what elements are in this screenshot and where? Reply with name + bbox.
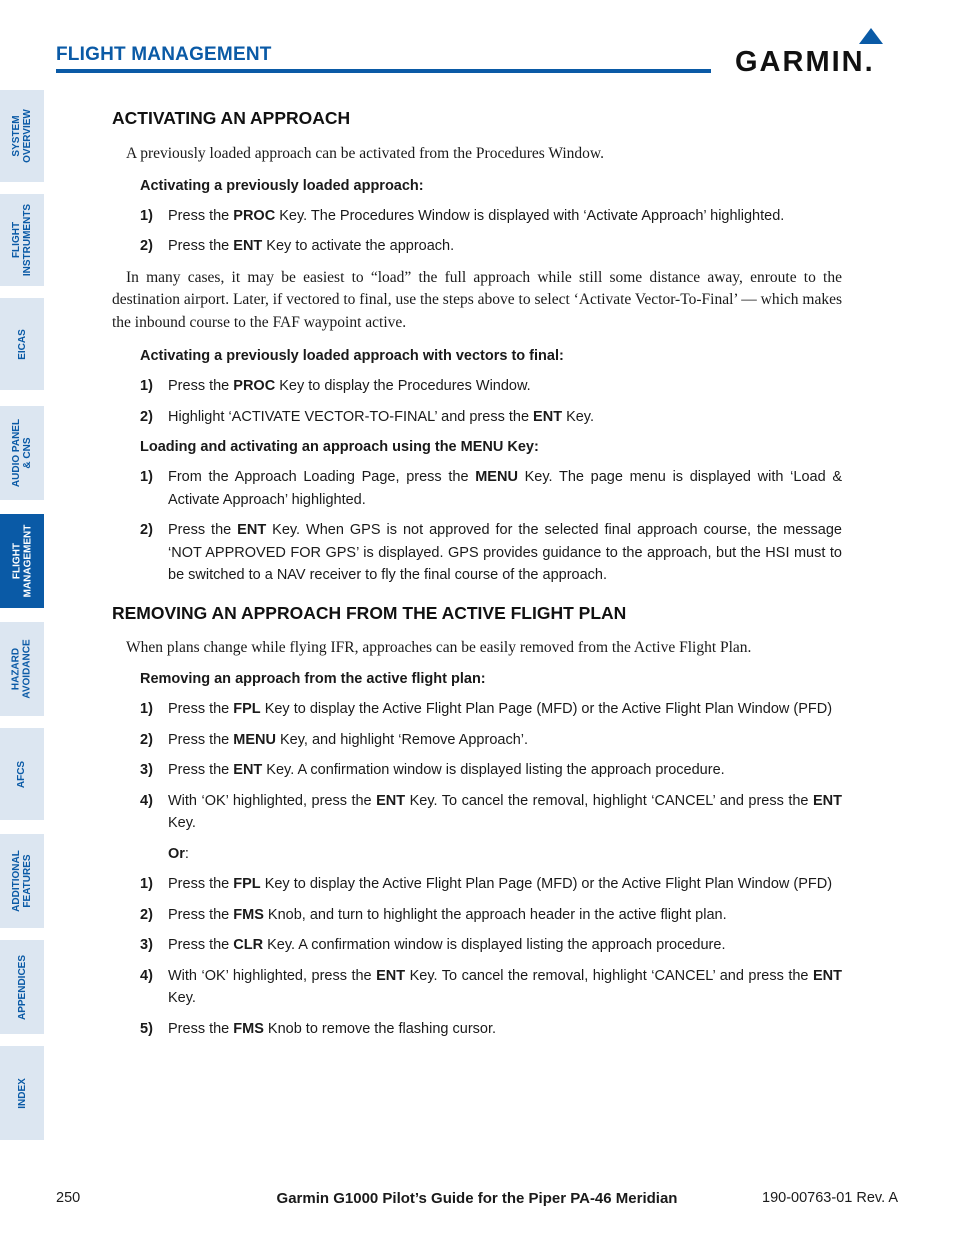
section-title: FLIGHT MANAGEMENT — [56, 44, 272, 65]
step-text: Press the ENT Key to activate the approach. — [168, 238, 455, 254]
step-text: From the Approach Loading Page, press the MENU Key. The page menu is displayed with ‘Load & Activate Approach’ highlighted. — [168, 469, 842, 508]
tab-label: AUDIO PANEL & CNS — [11, 418, 33, 488]
step-text: Press the PROC Key. The Procedures Window is displayed with ‘Activate Approach’ highlighted. — [168, 207, 785, 224]
heading-activating-approach: ACTIVATING AN APPROACH — [112, 108, 351, 128]
key-name: ENT — [376, 967, 406, 984]
step-text: Press the MENU Key, and highlight ‘Remove Approach’. — [168, 731, 529, 748]
tab-label: INDEX — [16, 1077, 28, 1109]
header-rule — [56, 69, 711, 73]
document-number: 190-00763-01 Rev. A — [762, 1190, 898, 1206]
step-text: With ‘OK’ highlighted, press the ENT Key. To cancel the removal, highlight ‘CANCEL’ and press the ENT Key. — [168, 792, 842, 831]
step-number: 2) — [140, 731, 153, 748]
key-name: ENT — [237, 522, 267, 538]
step — [140, 904, 842, 927]
step-text: Press the ENT Key. A confirmation window is displayed listing the approach procedure. — [168, 762, 725, 778]
key-name: CLR — [233, 937, 264, 953]
step — [140, 519, 842, 587]
key-name: ENT — [533, 408, 563, 425]
tab-flight-instruments[interactable] — [0, 194, 44, 286]
tab-label: FLIGHT MANAGEMENT — [11, 524, 33, 598]
step — [140, 205, 842, 228]
tab-label: SYSTEM OVERVIEW — [11, 109, 33, 163]
step-number: 1) — [140, 469, 153, 485]
step-number: 4) — [140, 792, 153, 809]
step-text: Press the FPL Key to display the Active Flight Plan Page (MFD) or the Active Flight Plan Window (PFD) — [168, 876, 833, 892]
step-number: 2) — [140, 408, 153, 425]
step-text: Press the FMS Knob to remove the flashing cursor. — [168, 1020, 497, 1037]
step-number: 1) — [140, 207, 153, 224]
tab-flight-management[interactable] — [0, 514, 44, 608]
or-separator: Or: — [168, 845, 189, 862]
step — [140, 698, 842, 721]
tab-hazard-avoidance[interactable] — [0, 622, 44, 716]
intro-paragraph: When plans change while flying IFR, approaches can be easily removed from the Active Flight Plan. — [126, 638, 752, 656]
step — [140, 466, 842, 511]
step-number: 3) — [140, 762, 153, 778]
procedure-title: Removing an approach from the active flight plan: — [140, 671, 486, 687]
footer-title: Garmin G1000 Pilot’s Guide for the Piper PA-46 Meridian — [276, 1190, 678, 1207]
tab-system-overview[interactable] — [0, 90, 44, 182]
step — [140, 965, 842, 1010]
step — [140, 873, 842, 896]
step-text: Press the ENT Key. When GPS is not approved for the selected final approach course, the message ‘NOT APPROVED FOR GPS’ is displayed. GPS provides guidance to the approach, but the HSI must to be switched to a NAV receiver to fly the final course of the approach. — [168, 522, 842, 583]
step-text: With ‘OK’ highlighted, press the ENT Key. To cancel the removal, highlight ‘CANCEL’ and press the ENT Key. — [168, 967, 842, 1006]
key-name: FPL — [233, 876, 261, 892]
step — [140, 934, 842, 957]
step-text: Press the FPL Key to display the Active Flight Plan Page (MFD) or the Active Flight Plan Window (PFD) — [168, 701, 833, 717]
key-name: FMS — [233, 906, 264, 923]
key-name: MENU — [233, 731, 276, 748]
step — [140, 790, 842, 835]
tab-appendices[interactable] — [0, 940, 44, 1034]
procedure-title: Activating a previously loaded approach with vectors to final: — [140, 348, 564, 364]
key-name: PROC — [233, 378, 276, 394]
step — [140, 375, 842, 398]
step-number: 1) — [140, 701, 153, 717]
key-name: FMS — [233, 1020, 264, 1037]
garmin-logo — [733, 26, 899, 76]
tab-afcs[interactable] — [0, 728, 44, 820]
body-paragraph: In many cases, it may be easiest to “load” the full approach while still some distance away, enroute to the destination airport. Later, if vectored to final, use the steps above to select ‘Activate Vector-To-Final’ — which makes the inbound course to the FAF waypoint active. — [112, 268, 842, 331]
page-number: 250 — [56, 1190, 81, 1206]
logo-triangle-icon — [859, 28, 883, 44]
tab-index[interactable] — [0, 1046, 44, 1140]
key-name: ENT — [812, 792, 842, 809]
page-content — [112, 108, 842, 1040]
key-name: FPL — [233, 701, 261, 717]
tab-additional-features[interactable] — [0, 834, 44, 928]
tab-label: FLIGHT INSTRUMENTS — [11, 203, 34, 277]
step — [140, 759, 842, 782]
step-text: Press the PROC Key to display the Procedures Window. — [168, 378, 531, 394]
step-number: 1) — [140, 378, 153, 394]
step — [140, 729, 842, 752]
key-name: ENT — [233, 762, 263, 778]
step-number: 2) — [140, 522, 153, 538]
tab-label: ADDITIONAL FEATURES — [11, 850, 34, 912]
step-text: Highlight ‘ACTIVATE VECTOR-TO-FINAL’ and press the ENT Key. — [168, 408, 595, 425]
intro-paragraph: A previously loaded approach can be activated from the Procedures Window. — [126, 145, 604, 162]
step-number: 3) — [140, 937, 153, 953]
step-text: Press the FMS Knob, and turn to highlight the approach header in the active flight plan. — [168, 906, 727, 923]
key-name: MENU — [475, 469, 518, 485]
step — [140, 235, 842, 258]
tab-audio-panel-cns[interactable] — [0, 406, 44, 500]
heading-removing-approach: REMOVING AN APPROACH FROM THE ACTIVE FLIGHT PLAN — [112, 602, 627, 623]
tab-eicas[interactable] — [0, 298, 44, 390]
key-name: ENT — [233, 238, 263, 254]
step-number: 2) — [140, 906, 153, 923]
step-number: 5) — [140, 1020, 153, 1037]
tab-label: HAZARD AVOIDANCE — [11, 639, 34, 699]
procedure-title: Loading and activating an approach using the MENU Key: — [140, 439, 539, 455]
logo-wordmark: GARMIN. — [735, 46, 875, 76]
step — [140, 1018, 842, 1041]
step-text: Press the CLR Key. A confirmation window is displayed listing the approach procedure. — [168, 937, 726, 953]
step-number: 1) — [140, 876, 153, 892]
step — [140, 406, 842, 429]
step-number: 4) — [140, 967, 153, 984]
tab-label: AFCS — [16, 760, 28, 788]
procedure-title: Activating a previously loaded approach: — [140, 177, 424, 194]
key-name: PROC — [233, 207, 276, 224]
tab-label: EICAS — [16, 328, 28, 360]
tab-label: APPENDICES — [16, 954, 28, 1020]
key-name: ENT — [812, 967, 842, 984]
step-number: 2) — [140, 238, 153, 254]
key-name: ENT — [376, 792, 406, 809]
